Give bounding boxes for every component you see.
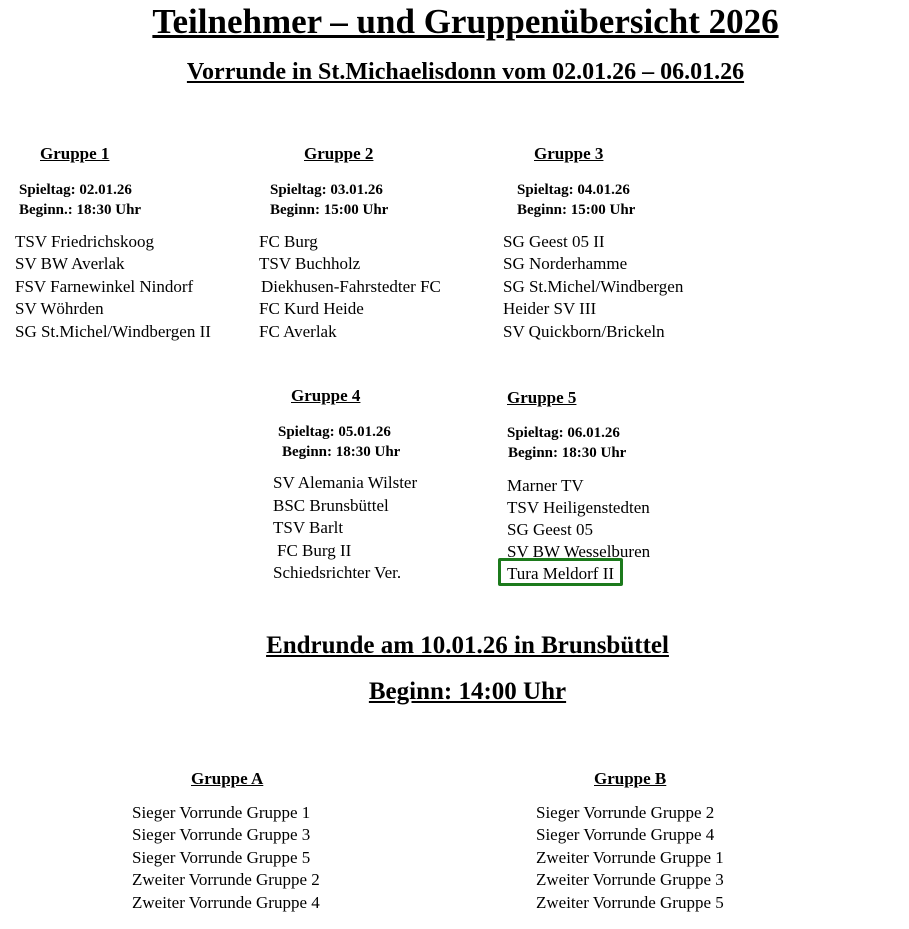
team-name: TSV Heiligenstedten xyxy=(507,498,650,517)
team-name: FC Kurd Heide xyxy=(259,299,364,318)
team-name: SV Wöhrden xyxy=(15,299,104,318)
final-slot: Zweiter Vorrunde Gruppe 3 xyxy=(536,870,724,889)
final-slot: Sieger Vorrunde Gruppe 4 xyxy=(536,825,715,844)
team-name: SG Geest 05 xyxy=(507,520,593,539)
team-name: SV Quickborn/Brickeln xyxy=(503,322,665,341)
page-title: Teilnehmer – und Gruppenübersicht 2026 xyxy=(152,2,779,41)
final-slot: Zweiter Vorrunde Gruppe 4 xyxy=(132,893,320,912)
group-start-time: Beginn: 15:00 Uhr xyxy=(270,202,389,218)
team-name: Schiedsrichter Ver. xyxy=(273,563,402,582)
team-name: BSC Brunsbüttel xyxy=(273,496,389,515)
group-matchday: Spieltag: 06.01.26 xyxy=(507,425,620,441)
group-heading: Gruppe 3 xyxy=(534,144,604,163)
final-group-heading: Gruppe B xyxy=(594,769,667,788)
team-name: FSV Farnewinkel Nindorf xyxy=(15,277,194,296)
group-matchday: Spieltag: 02.01.26 xyxy=(19,182,132,198)
team-name: SV BW Wesselburen xyxy=(507,542,651,561)
team-name: Marner TV xyxy=(507,476,584,495)
team-name: SV Alemania Wilster xyxy=(273,473,418,492)
team-name: SG St.Michel/Windbergen xyxy=(503,277,684,296)
group-matchday: Spieltag: 03.01.26 xyxy=(270,182,383,198)
group-start-time: Beginn.: 18:30 Uhr xyxy=(19,202,142,218)
final-slot: Zweiter Vorrunde Gruppe 2 xyxy=(132,870,320,889)
highlight-box xyxy=(498,558,623,586)
team-name: TSV Barlt xyxy=(273,518,344,537)
group-heading: Gruppe 5 xyxy=(507,388,577,407)
team-name: SV BW Averlak xyxy=(15,254,125,273)
final-slot: Sieger Vorrunde Gruppe 2 xyxy=(536,803,715,822)
group-start-time: Beginn: 18:30 Uhr xyxy=(508,445,627,461)
final-group-heading: Gruppe A xyxy=(191,769,264,788)
team-name: SG Norderhamme xyxy=(503,254,628,273)
final-slot: Sieger Vorrunde Gruppe 3 xyxy=(132,825,311,844)
team-name-highlighted[interactable]: Tura Meldorf II xyxy=(507,564,615,583)
team-name: SG Geest 05 II xyxy=(503,232,605,251)
group-matchday: Spieltag: 05.01.26 xyxy=(278,424,391,440)
team-name: TSV Friedrichskoog xyxy=(15,232,154,251)
team-name: FC Averlak xyxy=(259,322,337,341)
group-heading: Gruppe 1 xyxy=(40,144,110,163)
group-heading: Gruppe 2 xyxy=(304,144,374,163)
final-round-start: Beginn: 14:00 Uhr xyxy=(368,678,567,705)
team-name: SG St.Michel/Windbergen II xyxy=(15,322,211,341)
final-slot: Zweiter Vorrunde Gruppe 1 xyxy=(536,848,724,867)
final-round-heading: Endrunde am 10.01.26 in Brunsbüttel xyxy=(266,632,669,659)
team-name: FC Burg xyxy=(259,232,318,251)
page-subtitle: Vorrunde in St.Michaelisdonn vom 02.01.26 – 06.01.26 xyxy=(186,59,745,85)
final-slot: Zweiter Vorrunde Gruppe 5 xyxy=(536,893,724,912)
final-slot: Sieger Vorrunde Gruppe 5 xyxy=(132,848,311,867)
group-matchday: Spieltag: 04.01.26 xyxy=(517,182,630,198)
team-name: Diekhusen-Fahrstedter FC xyxy=(261,277,441,296)
group-start-time: Beginn: 15:00 Uhr xyxy=(517,202,636,218)
final-slot: Sieger Vorrunde Gruppe 1 xyxy=(132,803,311,822)
group-heading: Gruppe 4 xyxy=(291,386,361,405)
team-name: Heider SV III xyxy=(503,299,597,318)
group-start-time: Beginn: 18:30 Uhr xyxy=(282,444,401,460)
team-name: TSV Buchholz xyxy=(259,254,361,273)
team-name: FC Burg II xyxy=(277,541,352,560)
